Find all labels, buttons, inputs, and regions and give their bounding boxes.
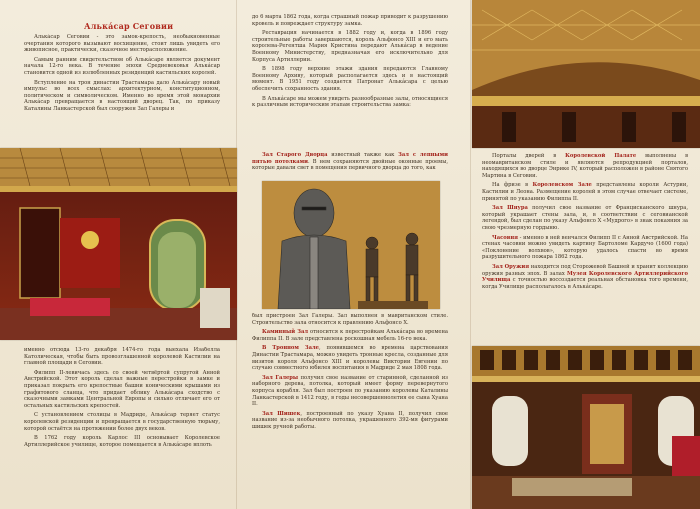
paragraph: Зал Шнура получил свое название от Францисканского шнура, который украшает стены зала, и, в соответствии с сеговианской легендой, был сделан по указу Альфонсо Х «Мудрого» в знак покаяния за свою чрезмерную гордыню. (482, 205, 688, 231)
old-palace-text (252, 152, 448, 180)
ceiling-photo (472, 0, 700, 148)
paragraph: В Алькáсаре мы можем увидеть разнообразные залы, относящиеся к различным историческим этапам строительства замка: (252, 95, 448, 109)
paragraph: Реставрация начинается в 1882 году и, когда в 1896 году строительные работы завершаются, король Альфонсо XIII и его мать королева-Регентша Мария Кристина передают Алькáсар в ведение Военному Министерству, предназначая его исключительно для Корпуса Артиллерии. (252, 30, 448, 63)
paragraph: Зал Оружия находится под Сторожевой Башней и хранит коллекцию оружия разных эпох. В залах Музея Королевского Артиллерийского Училища с точностью воссоздается реальная обстановка того времени, когда Училище располагалось в Алькáсаре. (482, 263, 688, 290)
paragraph: Зал Галеры получил свое название от старинной, сделанной из наборного дерева, потолка, который имеет форму перевернутого корпуса корабля. Зал был построен по указанию королевы Каталины Ланкастерской в 1412 году, в годы несовершеннолетия ее сына Хуана II. (252, 374, 448, 408)
paragraph: На фризе в Королевском Зале представлены короли Астурии, Кастилии и Леона. Размещение королей в этом случае отвечает системе, принятой по указанию Филиппа II. (482, 182, 688, 202)
paragraph: Самым ранним свидетельством об Алькáсаре является документ начала 12-го века. В течение эпохи Средневековья Алькáсар становится одной из излюбленных резиденций кастильских королей. (24, 56, 220, 76)
page-title: Алькáсар Сеговии (84, 21, 174, 31)
history-text (24, 347, 220, 505)
rooms-text (482, 153, 688, 341)
paragraph: Каминный Зал относится к перестройкам Алькáсара во времена Филиппа II. В зале представлена роскошная мебель 16-го века. (252, 329, 448, 342)
paragraph: В 1762 году король Карлос III основывает Королевское Артиллерийское училище, которое помещается в Алькáсаре вплоть (24, 435, 220, 448)
paragraph: был пристроен Зал Галеры. Зал выполнен в мавританском стиле. Строительство зала относится к правлению Альфонсо Х. (252, 313, 448, 326)
fold-line-right (470, 0, 471, 509)
paragraph: до 6 марта 1862 года, когда страшный пожар приводит к разрушению кровель и повреждает структуру замка. (252, 14, 448, 27)
paragraph: Порталы дверей в Королевской Палате выполнены в неомавританском стиле и являются репродукцией порталов, находящихся во дворце Энрике IV, который расположен в районе Святого Мартина в Сеговии. (482, 153, 688, 179)
armor-photo (262, 181, 440, 309)
royal-hall-photo (472, 346, 700, 509)
paragraph: Вступление на трон династии Трастамара дало Алькáсару новый импульс во всех смыслах: архитектурном, конституционном, политическом и символическом. Именно во время этой монархии Алькáсар превращается в настоящий дворец. Так, по приказу Каталины Ланкастерской был сооружен Зал Галеры и (24, 79, 220, 112)
paragraph: Часовня - именно в ней венчался Филипп II с Анной Австрийской. На стенах часовни можно увидеть картину Бартоломе Кардучо (1600 года) «Поклонение волхвов», которую удалось спасти во время разрушительного пожара 1862 года. (482, 234, 688, 261)
paragraph: С установлением столицы в Мадриде, Алькáсар теряет статус королевской резиденции и превращается в государственную тюрьму, которой остаётся на протяжении более двух веков. (24, 412, 220, 432)
throne-room-photo (0, 148, 237, 340)
paragraph: В Тронном Зале, появившемся во времена царствования Династии Трастамара, можно увидеть тронные кресла, созданные для визитов короля Альфонсо XIII и королевы Виктории Евгении по случаю совместного юбилея воспитания в Мадриде 2 мая 1808 года. (252, 345, 448, 372)
intro-text (24, 34, 220, 146)
paragraph: Филипп II-левичась здесь со своей четвёртой супругой Анной Австрийской. Этот король сделал важные перестройки в замке и приказал покрыть его крепостные башни коническими крышами из графитового сланца, что придает облику Алькáсара сходство с сказочными замками Центральной Европы и сильно отличает его от остальных кастильских крепостей. (24, 369, 220, 409)
paragraph: Зал Шишек, построенный по указу Хуана II, получил свое название из-за необычного потолка, украшенного 392-мя фигурами шишек ручной работы. (252, 410, 448, 430)
paragraph: именно отсюда 13-го декабря 1474-го года выехала Изабелла Католическая, чтобы быть провозглашенной королевой Кастилии на главной площади в Сеговии. (24, 347, 220, 367)
paragraph: В 1898 году верхние этажи здания передаются Главному Военному Архиву, который располагается здесь и в настоящий момент. В 1951 году создается Патронат Алькáсара с целью обеспечить сохранность здания. (252, 66, 448, 92)
restoration-text (252, 14, 448, 148)
paragraph: Зал Старого Дворца известный также как Зал с лепными пятью потолками. В нем сохраняются двойные оконные проемы, которые давали свет в помещения первичного дворца до того, как (252, 152, 448, 172)
paragraph: Алькáсар Сеговии - это замок-крепость, необыкновенные очертания которого вызывают восхищение, стоит лишь увидеть его живописное, практически, сказочное месторасположение. (24, 34, 220, 54)
halls-text (252, 313, 448, 507)
